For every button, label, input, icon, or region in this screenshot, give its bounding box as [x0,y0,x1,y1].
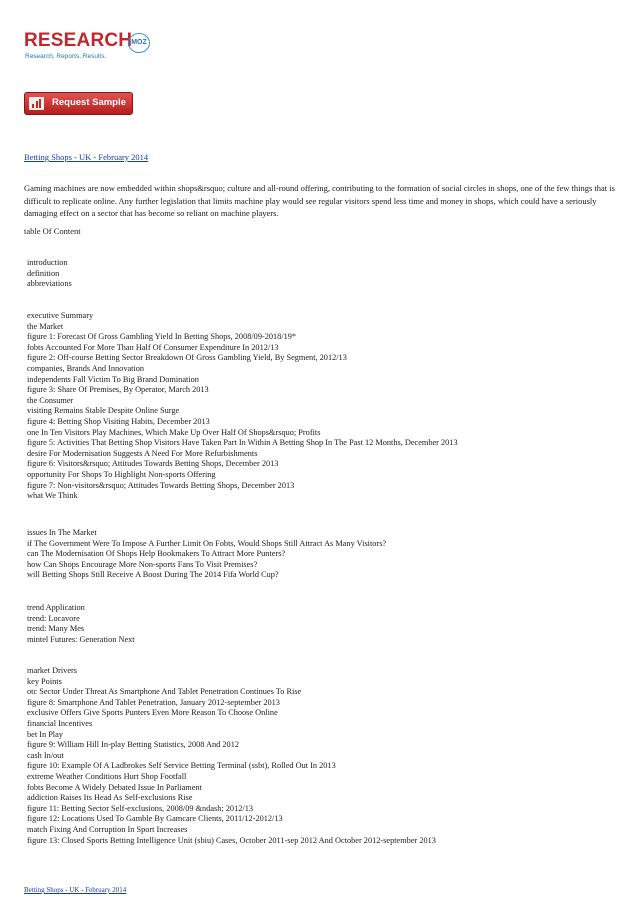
toc-entry: how Can Shops Encourage More Non-sports Fans To Visit Premises? [27,559,258,569]
report-title-link[interactable]: Betting Shops - UK - February 2014 [24,152,149,162]
logo-wordmark: RESEARCH [24,30,133,51]
toc-entry: figure 11: Betting Sector Self-exclusions, 2008/09 &ndash; 2012/13 [27,803,253,813]
bar-chart-icon [29,97,44,110]
toc-entry: the Market [27,321,64,331]
toc-entry: fobts Accounted For More Than Half Of Consumer Expenditure In 2012/13 [27,342,279,352]
toc-section-trend-application [27,603,135,645]
toc-entry: trend Application [27,603,85,612]
toc-section-market-drivers [27,666,436,846]
toc-heading: table Of Content [24,226,81,236]
toc-entry: figure 2: Off-course Betting Sector Breakdown Of Gross Gambling Yield, By Segment, 2012/13 [27,353,347,363]
toc-entry: extreme Weather Conditions Hurt Shop Footfall [27,771,187,781]
toc-entry: executive Summary [27,311,94,320]
toc-entry: definition [27,268,60,278]
toc-entry: opportunity For Shops To Highlight Non-sports Offering [27,469,216,479]
toc-entry: figure 13: Closed Sports Betting Intelligence Unit (sbiu) Cases, October 2011-sep 2012 And October 2012-september 2013 [27,835,436,845]
toc-entry: will Betting Shops Still Receive A Boost During The 2014 Fifa World Cup? [27,570,279,580]
toc-entry: if The Government Were To Impose A Further Limit On Fobts, Would Shops Still Attract As Many Visitors? [27,538,387,548]
toc-entry: visiting Remains Stable Despite Online Surge [27,406,180,416]
toc-entry: desire For Modernisation Suggests A Need For More Refurbishments [27,448,258,458]
toc-entry: financial Incentives [27,718,93,728]
request-sample-button[interactable] [24,92,133,115]
toc-entry: figure 5: Activities That Betting Shop Visitors Have Taken Part In Within A Betting Shop In The Past 12 Months, December 2013 [27,438,458,448]
logo-tagline: Research, Reports, Results. [25,53,107,60]
toc-entry: figure 8: Smartphone And Tablet Penetration, January 2012-september 2013 [27,697,280,707]
researchmoz-logo [24,30,164,70]
toc-entry: figure 9: William Hill In-play Betting Statistics, 2008 And 2012 [27,740,239,750]
toc-entry: independents Fall Victim To Big Brand Domination [27,374,199,384]
intro-paragraph: Gaming machines are now embedded within shops&rsquo; culture and all-round offering, contributing to the formation of social circles in shops, one of the few things that is difficult to replicate online. Any further legislation that limits machine play would see regular visitors spend less time and money in shops, which could have a seriously damaging effect on a sector that has become so reliant on machine players. [24,183,615,218]
toc-entry: trend: Locavore [27,613,80,623]
toc-entry: market Drivers [27,666,77,675]
toc-entry: figure 12: Locations Used To Gamble By Gamcare Clients, 2011/12-2012/13 [27,814,283,824]
toc-entry: introduction [27,258,68,267]
toc-entry: mintel Futures: Generation Next [27,634,135,644]
toc-entry: the Consumer [27,395,74,405]
toc-section-issues [27,528,386,581]
toc-entry: companies, Brands And Innovation [27,363,145,373]
toc-entry: figure 10: Example Of A Ladbrokes Self Service Betting Terminal (ssbt), Rolled Out In 2013 [27,761,336,771]
toc-entry: exclusive Offers Give Sports Punters Even More Reason To Choose Online [27,708,278,718]
request-sample-label: Request Sample [52,97,126,108]
toc-entry: abbreviations [27,279,72,289]
toc-entry: what We Think [27,491,78,501]
toc-entry: fobts Become A Widely Debated Issue In Parliament [27,782,202,792]
toc-section-executive-summary [27,311,458,502]
toc-entry: figure 3: Share Of Premises, By Operator, March 2013 [27,385,209,395]
toc-entry: bet In Play [27,729,63,739]
toc-entry: otc Sector Under Threat As Smartphone And Tablet Penetration Continues To Rise [27,687,302,697]
toc-entry: match Fixing And Corruption In Sport Increases [27,824,188,834]
toc-entry: figure 6: Visitors&rsquo; Attitudes Towards Betting Shops, December 2013 [27,459,279,469]
toc-entry: trend: Many Mes [27,624,85,634]
toc-entry: issues In The Market [27,528,97,537]
toc-entry: figure 7: Non-visitors&rsquo; Attitudes Towards Betting Shops, December 2013 [27,480,295,490]
toc-section-introduction [27,258,72,290]
logo-badge: MOZ [128,33,150,53]
toc-entry: figure 4: Betting Shop Visiting Habits, December 2013 [27,416,210,426]
footer-report-link[interactable]: Betting Shops - UK - February 2014 [24,886,127,894]
toc-entry: addiction Raises Its Head As Self-exclusions Rise [27,793,193,803]
toc-entry: key Points [27,676,62,686]
toc-entry: cash In/out [27,750,64,760]
toc-entry: can The Modernisation Of Shops Help Bookmakers To Attract More Punters? [27,549,286,559]
toc-entry: one In Ten Visitors Play Machines, Which Make Up Over Half Of Shops&rsquo; Profits [27,427,321,437]
toc-entry: figure 1: Forecast Of Gross Gambling Yield In Betting Shops, 2008/09-2018/19* [27,332,297,342]
